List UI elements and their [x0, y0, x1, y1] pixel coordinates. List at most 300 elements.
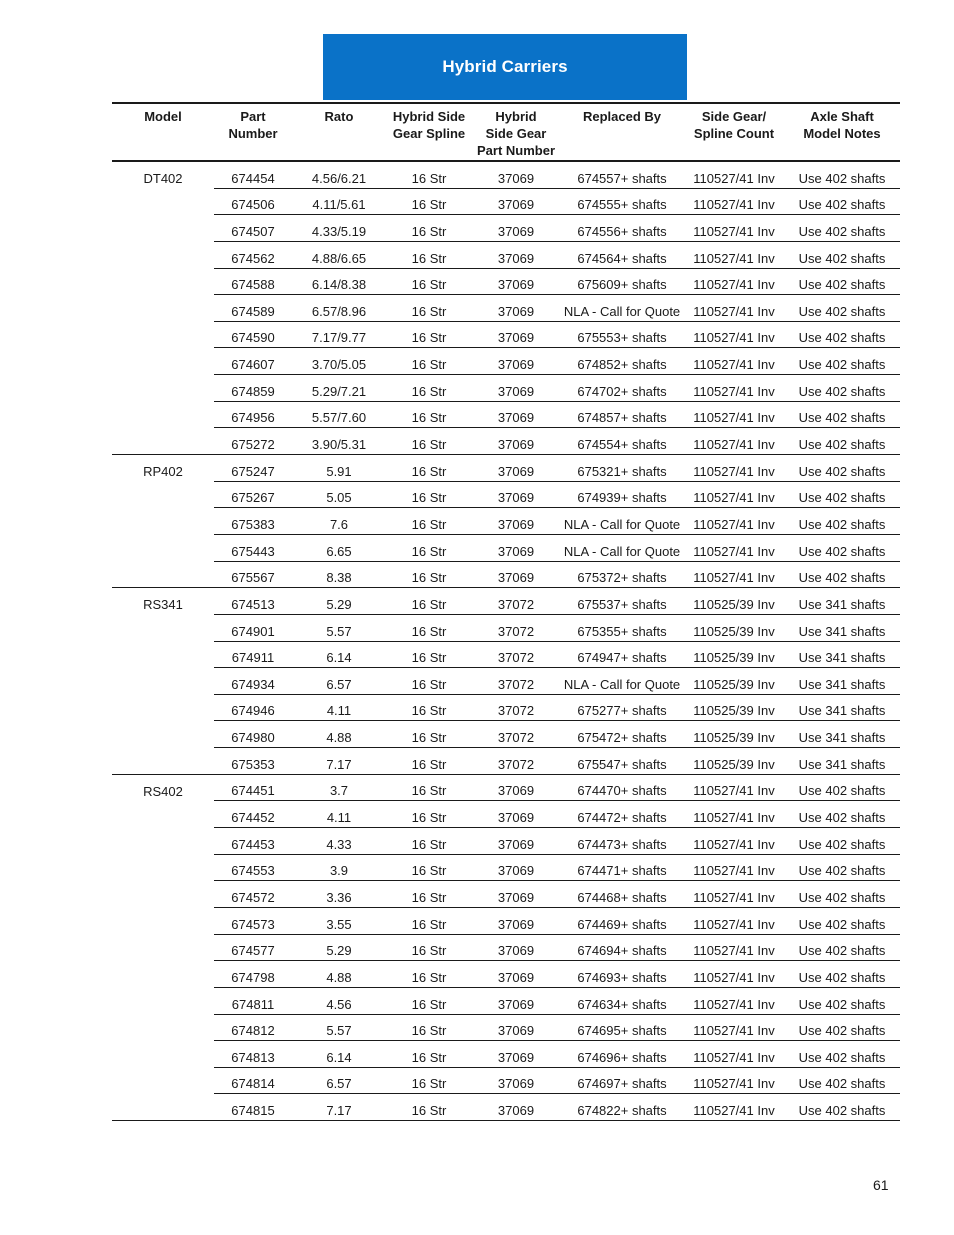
table-row — [112, 401, 900, 428]
table-row — [112, 215, 900, 242]
spline-cell: 16 Str — [386, 455, 472, 482]
notes-cell: Use 341 shafts — [784, 588, 900, 615]
table-row — [112, 801, 900, 828]
table-row — [112, 561, 900, 588]
column-header-side-gear-spline — [386, 103, 472, 161]
column-header-part-number — [214, 103, 292, 161]
notes-cell: Use 402 shafts — [784, 375, 900, 402]
ratio-cell: 7.6 — [292, 508, 386, 535]
model-cell — [112, 854, 214, 881]
side-gear-part-cell: 37069 — [472, 241, 560, 268]
model-cell — [112, 295, 214, 322]
table-row — [112, 1041, 900, 1068]
column-header-line: Rato — [324, 109, 354, 124]
spline-count-cell: 110527/41 Inv — [684, 1041, 784, 1068]
spline-count-cell: 110527/41 Inv — [684, 907, 784, 934]
model-cell — [112, 428, 214, 455]
column-header-line: Part Number — [476, 143, 556, 158]
replaced-by-cell: 674822+ shafts — [560, 1094, 684, 1121]
column-header-line: Number — [228, 126, 278, 141]
spline-cell: 16 Str — [386, 1094, 472, 1121]
side-gear-part-cell: 37069 — [472, 1067, 560, 1094]
table-row — [112, 534, 900, 561]
side-gear-part-cell: 37069 — [472, 987, 560, 1014]
table-row — [112, 748, 900, 775]
ratio-cell: 4.88/6.65 — [292, 241, 386, 268]
spline-cell: 16 Str — [386, 428, 472, 455]
side-gear-part-cell: 37069 — [472, 161, 560, 188]
spline-count-cell: 110527/41 Inv — [684, 774, 784, 801]
notes-cell: Use 341 shafts — [784, 694, 900, 721]
part-number-cell: 675247 — [214, 455, 292, 482]
replaced-by-cell: 674473+ shafts — [560, 828, 684, 855]
spline-cell: 16 Str — [386, 961, 472, 988]
column-header-line: Side Gear/ — [701, 109, 767, 124]
model-cell — [112, 268, 214, 295]
replaced-by-cell: 674696+ shafts — [560, 1041, 684, 1068]
spline-count-cell: 110525/39 Inv — [684, 748, 784, 775]
part-number-cell: 674577 — [214, 934, 292, 961]
replaced-by-cell: 674556+ shafts — [560, 215, 684, 242]
ratio-cell: 3.90/5.31 — [292, 428, 386, 455]
spline-cell: 16 Str — [386, 321, 472, 348]
spline-count-cell: 110527/41 Inv — [684, 934, 784, 961]
replaced-by-cell: 674694+ shafts — [560, 934, 684, 961]
ratio-cell: 5.57/7.60 — [292, 401, 386, 428]
part-number-cell: 674507 — [214, 215, 292, 242]
spline-count-cell: 110527/41 Inv — [684, 161, 784, 188]
spline-cell: 16 Str — [386, 668, 472, 695]
model-cell — [112, 748, 214, 775]
spline-cell: 16 Str — [386, 987, 472, 1014]
spline-cell: 16 Str — [386, 295, 472, 322]
side-gear-part-cell: 37072 — [472, 641, 560, 668]
spline-count-cell: 110527/41 Inv — [684, 1014, 784, 1041]
ratio-cell: 3.9 — [292, 854, 386, 881]
table-row — [112, 641, 900, 668]
model-cell — [112, 188, 214, 215]
part-number-cell: 674454 — [214, 161, 292, 188]
model-cell — [112, 721, 214, 748]
spline-count-cell: 110527/41 Inv — [684, 828, 784, 855]
spline-count-cell: 110527/41 Inv — [684, 241, 784, 268]
part-number-cell: 674453 — [214, 828, 292, 855]
ratio-cell: 3.7 — [292, 774, 386, 801]
spline-count-cell: 110527/41 Inv — [684, 481, 784, 508]
side-gear-part-cell: 37069 — [472, 188, 560, 215]
model-cell — [112, 614, 214, 641]
part-number-cell: 674451 — [214, 774, 292, 801]
column-header-model-notes — [784, 103, 900, 161]
table-row — [112, 1067, 900, 1094]
replaced-by-cell: 674469+ shafts — [560, 907, 684, 934]
spline-cell: 16 Str — [386, 508, 472, 535]
model-cell — [112, 561, 214, 588]
spline-count-cell: 110527/41 Inv — [684, 188, 784, 215]
table-row — [112, 455, 900, 482]
spline-cell: 16 Str — [386, 241, 472, 268]
table-row — [112, 295, 900, 322]
side-gear-part-cell: 37069 — [472, 854, 560, 881]
replaced-by-cell: 675321+ shafts — [560, 455, 684, 482]
ratio-cell: 7.17 — [292, 748, 386, 775]
ratio-cell: 3.36 — [292, 881, 386, 908]
replaced-by-cell: 675553+ shafts — [560, 321, 684, 348]
notes-cell: Use 402 shafts — [784, 1094, 900, 1121]
model-cell — [112, 1067, 214, 1094]
spline-count-cell: 110527/41 Inv — [684, 321, 784, 348]
spline-count-cell: 110525/39 Inv — [684, 641, 784, 668]
table-row — [112, 907, 900, 934]
replaced-by-cell: 674697+ shafts — [560, 1067, 684, 1094]
notes-cell: Use 402 shafts — [784, 534, 900, 561]
spline-cell: 16 Str — [386, 1067, 472, 1094]
ratio-cell: 5.57 — [292, 1014, 386, 1041]
column-header-line: Replaced By — [582, 109, 662, 124]
side-gear-part-cell: 37072 — [472, 748, 560, 775]
part-number-cell: 674588 — [214, 268, 292, 295]
replaced-by-cell: 675355+ shafts — [560, 614, 684, 641]
part-number-cell: 674911 — [214, 641, 292, 668]
column-header-ratio — [292, 103, 386, 161]
ratio-cell: 4.88 — [292, 961, 386, 988]
notes-cell: Use 402 shafts — [784, 321, 900, 348]
table-row — [112, 508, 900, 535]
model-cell — [112, 641, 214, 668]
column-header-line: Hybrid — [495, 109, 537, 124]
ratio-cell: 6.57 — [292, 1067, 386, 1094]
part-number-cell: 674956 — [214, 401, 292, 428]
spline-count-cell: 110527/41 Inv — [684, 215, 784, 242]
spline-cell: 16 Str — [386, 188, 472, 215]
side-gear-part-cell: 37069 — [472, 534, 560, 561]
model-cell — [112, 881, 214, 908]
part-number-cell: 674812 — [214, 1014, 292, 1041]
part-number-cell: 674572 — [214, 881, 292, 908]
side-gear-part-cell: 37069 — [472, 268, 560, 295]
spline-count-cell: 110525/39 Inv — [684, 588, 784, 615]
model-cell — [112, 907, 214, 934]
replaced-by-cell: 674564+ shafts — [560, 241, 684, 268]
column-header-line: Hybrid Side — [392, 109, 466, 124]
table-row — [112, 481, 900, 508]
part-number-cell: 675443 — [214, 534, 292, 561]
column-header-line: Part — [240, 109, 266, 124]
part-number-cell: 674513 — [214, 588, 292, 615]
model-cell — [112, 215, 214, 242]
table-row — [112, 934, 900, 961]
ratio-cell: 6.57 — [292, 668, 386, 695]
notes-cell: Use 402 shafts — [784, 774, 900, 801]
model-cell — [112, 241, 214, 268]
model-cell — [112, 481, 214, 508]
notes-cell: Use 402 shafts — [784, 348, 900, 375]
table-row — [112, 881, 900, 908]
table-row — [112, 1014, 900, 1041]
replaced-by-cell: 674939+ shafts — [560, 481, 684, 508]
spline-count-cell: 110527/41 Inv — [684, 1067, 784, 1094]
replaced-by-cell: NLA - Call for Quote — [560, 534, 684, 561]
spline-count-cell: 110527/41 Inv — [684, 348, 784, 375]
spline-cell: 16 Str — [386, 215, 472, 242]
notes-cell: Use 402 shafts — [784, 907, 900, 934]
spline-count-cell: 110527/41 Inv — [684, 987, 784, 1014]
notes-cell: Use 402 shafts — [784, 961, 900, 988]
side-gear-part-cell: 37069 — [472, 828, 560, 855]
column-header-spline-count — [684, 103, 784, 161]
part-number-cell: 675267 — [214, 481, 292, 508]
ratio-cell: 8.38 — [292, 561, 386, 588]
table-row — [112, 694, 900, 721]
notes-cell: Use 402 shafts — [784, 828, 900, 855]
spline-cell: 16 Str — [386, 748, 472, 775]
model-cell — [112, 934, 214, 961]
spline-count-cell: 110527/41 Inv — [684, 375, 784, 402]
replaced-by-cell: 674852+ shafts — [560, 348, 684, 375]
replaced-by-cell: NLA - Call for Quote — [560, 508, 684, 535]
spline-cell: 16 Str — [386, 774, 472, 801]
notes-cell: Use 402 shafts — [784, 241, 900, 268]
notes-cell: Use 402 shafts — [784, 934, 900, 961]
spline-cell: 16 Str — [386, 614, 472, 641]
notes-cell: Use 402 shafts — [784, 188, 900, 215]
spline-cell: 16 Str — [386, 881, 472, 908]
replaced-by-cell: 674857+ shafts — [560, 401, 684, 428]
notes-cell: Use 402 shafts — [784, 1014, 900, 1041]
part-number-cell: 674562 — [214, 241, 292, 268]
spline-cell: 16 Str — [386, 481, 472, 508]
side-gear-part-cell: 37072 — [472, 694, 560, 721]
ratio-cell: 6.57/8.96 — [292, 295, 386, 322]
model-cell: DT402 — [143, 171, 183, 187]
ratio-cell: 4.33/5.19 — [292, 215, 386, 242]
part-number-cell: 674506 — [214, 188, 292, 215]
side-gear-part-cell: 37069 — [472, 401, 560, 428]
replaced-by-cell: 674555+ shafts — [560, 188, 684, 215]
column-header-model — [112, 103, 214, 161]
part-number-cell: 675272 — [214, 428, 292, 455]
ratio-cell: 5.91 — [292, 455, 386, 482]
side-gear-part-cell: 37069 — [472, 321, 560, 348]
table-row — [112, 161, 900, 188]
spline-cell: 16 Str — [386, 934, 472, 961]
column-header-replaced-by — [560, 103, 684, 161]
model-cell — [112, 961, 214, 988]
model-cell — [112, 668, 214, 695]
notes-cell: Use 402 shafts — [784, 854, 900, 881]
part-number-cell: 674573 — [214, 907, 292, 934]
column-header-line: Model — [144, 109, 182, 124]
replaced-by-cell: 674472+ shafts — [560, 801, 684, 828]
notes-cell: Use 402 shafts — [784, 561, 900, 588]
column-header-line: Spline Count — [693, 126, 775, 141]
side-gear-part-cell: 37069 — [472, 215, 560, 242]
spline-count-cell: 110527/41 Inv — [684, 455, 784, 482]
spline-count-cell: 110525/39 Inv — [684, 721, 784, 748]
spline-cell: 16 Str — [386, 721, 472, 748]
replaced-by-cell: 675277+ shafts — [560, 694, 684, 721]
spline-count-cell: 110525/39 Inv — [684, 694, 784, 721]
spline-cell: 16 Str — [386, 561, 472, 588]
ratio-cell: 4.88 — [292, 721, 386, 748]
part-number-cell: 674980 — [214, 721, 292, 748]
spline-cell: 16 Str — [386, 828, 472, 855]
side-gear-part-cell: 37069 — [472, 455, 560, 482]
notes-cell: Use 402 shafts — [784, 481, 900, 508]
notes-cell: Use 402 shafts — [784, 987, 900, 1014]
side-gear-part-cell: 37069 — [472, 375, 560, 402]
spline-count-cell: 110527/41 Inv — [684, 801, 784, 828]
table-row — [112, 188, 900, 215]
spline-count-cell: 110527/41 Inv — [684, 534, 784, 561]
side-gear-part-cell: 37069 — [472, 801, 560, 828]
spline-cell: 16 Str — [386, 161, 472, 188]
spline-cell: 16 Str — [386, 907, 472, 934]
spline-count-cell: 110527/41 Inv — [684, 268, 784, 295]
notes-cell: Use 402 shafts — [784, 161, 900, 188]
spline-count-cell: 110527/41 Inv — [684, 1094, 784, 1121]
ratio-cell: 5.57 — [292, 614, 386, 641]
side-gear-part-cell: 37069 — [472, 348, 560, 375]
spline-cell: 16 Str — [386, 1041, 472, 1068]
replaced-by-cell: 674470+ shafts — [560, 774, 684, 801]
model-cell — [112, 321, 214, 348]
notes-cell: Use 402 shafts — [784, 881, 900, 908]
replaced-by-cell: 674634+ shafts — [560, 987, 684, 1014]
spline-cell: 16 Str — [386, 694, 472, 721]
side-gear-part-cell: 37069 — [472, 961, 560, 988]
replaced-by-cell: NLA - Call for Quote — [560, 295, 684, 322]
side-gear-part-cell: 37069 — [472, 428, 560, 455]
side-gear-part-cell: 37069 — [472, 907, 560, 934]
spline-count-cell: 110527/41 Inv — [684, 961, 784, 988]
ratio-cell: 6.14 — [292, 1041, 386, 1068]
model-cell — [112, 828, 214, 855]
ratio-cell: 6.14 — [292, 641, 386, 668]
ratio-cell: 4.56/6.21 — [292, 161, 386, 188]
side-gear-part-cell: 37069 — [472, 934, 560, 961]
ratio-cell: 4.33 — [292, 828, 386, 855]
ratio-cell: 4.11/5.61 — [292, 188, 386, 215]
side-gear-part-cell: 37069 — [472, 1041, 560, 1068]
model-cell: RS402 — [143, 783, 183, 799]
spline-cell: 16 Str — [386, 375, 472, 402]
replaced-by-cell: 674947+ shafts — [560, 641, 684, 668]
page-number: 61 — [873, 1177, 889, 1193]
table-row — [112, 668, 900, 695]
table-row — [112, 854, 900, 881]
part-number-cell: 674813 — [214, 1041, 292, 1068]
notes-cell: Use 402 shafts — [784, 801, 900, 828]
side-gear-part-cell: 37069 — [472, 881, 560, 908]
ratio-cell: 3.70/5.05 — [292, 348, 386, 375]
hybrid-carriers-table — [112, 102, 900, 1121]
section-title-banner — [323, 34, 687, 100]
side-gear-part-cell: 37072 — [472, 668, 560, 695]
spline-cell: 16 Str — [386, 854, 472, 881]
part-number-cell: 674815 — [214, 1094, 292, 1121]
spline-count-cell: 110527/41 Inv — [684, 295, 784, 322]
part-number-cell: 674607 — [214, 348, 292, 375]
notes-cell: Use 402 shafts — [784, 508, 900, 535]
side-gear-part-cell: 37069 — [472, 481, 560, 508]
table-row — [112, 375, 900, 402]
part-number-cell: 674798 — [214, 961, 292, 988]
ratio-cell: 3.55 — [292, 907, 386, 934]
table-row — [112, 428, 900, 455]
column-header-side-gear-part-number — [472, 103, 560, 161]
replaced-by-cell: NLA - Call for Quote — [560, 668, 684, 695]
spline-count-cell: 110525/39 Inv — [684, 668, 784, 695]
model-cell — [112, 694, 214, 721]
table-row — [112, 348, 900, 375]
table-body — [112, 161, 900, 1121]
spline-cell: 16 Str — [386, 641, 472, 668]
notes-cell: Use 402 shafts — [784, 295, 900, 322]
part-number-cell: 674452 — [214, 801, 292, 828]
part-number-cell: 674811 — [214, 987, 292, 1014]
ratio-cell: 7.17/9.77 — [292, 321, 386, 348]
replaced-by-cell: 675472+ shafts — [560, 721, 684, 748]
replaced-by-cell: 674468+ shafts — [560, 881, 684, 908]
ratio-cell: 5.05 — [292, 481, 386, 508]
column-header-line: Model Notes — [803, 126, 881, 141]
ratio-cell: 7.17 — [292, 1094, 386, 1121]
side-gear-part-cell: 37069 — [472, 1014, 560, 1041]
spline-count-cell: 110527/41 Inv — [684, 881, 784, 908]
ratio-cell: 5.29 — [292, 934, 386, 961]
table-row — [112, 241, 900, 268]
table-row — [112, 588, 900, 615]
part-number-cell: 674814 — [214, 1067, 292, 1094]
table-row — [112, 614, 900, 641]
table-header — [112, 103, 900, 161]
replaced-by-cell: 675537+ shafts — [560, 588, 684, 615]
model-cell — [112, 1094, 214, 1121]
table-row — [112, 1094, 900, 1121]
spline-cell: 16 Str — [386, 588, 472, 615]
model-cell: RP402 — [143, 464, 183, 480]
ratio-cell: 6.65 — [292, 534, 386, 561]
notes-cell: Use 341 shafts — [784, 614, 900, 641]
part-number-cell: 675383 — [214, 508, 292, 535]
table-row — [112, 774, 900, 801]
model-cell — [112, 348, 214, 375]
part-number-cell: 675567 — [214, 561, 292, 588]
model-cell — [112, 375, 214, 402]
ratio-cell: 6.14/8.38 — [292, 268, 386, 295]
part-number-cell: 674934 — [214, 668, 292, 695]
replaced-by-cell: 675372+ shafts — [560, 561, 684, 588]
table-row — [112, 721, 900, 748]
ratio-cell: 5.29 — [292, 588, 386, 615]
notes-cell: Use 402 shafts — [784, 455, 900, 482]
table-row — [112, 987, 900, 1014]
ratio-cell: 5.29/7.21 — [292, 375, 386, 402]
model-cell — [112, 401, 214, 428]
notes-cell: Use 341 shafts — [784, 641, 900, 668]
spline-cell: 16 Str — [386, 1014, 472, 1041]
notes-cell: Use 402 shafts — [784, 1067, 900, 1094]
notes-cell: Use 402 shafts — [784, 428, 900, 455]
replaced-by-cell: 674554+ shafts — [560, 428, 684, 455]
ratio-cell: 4.56 — [292, 987, 386, 1014]
spline-cell: 16 Str — [386, 401, 472, 428]
model-cell: RS341 — [143, 597, 183, 613]
ratio-cell: 4.11 — [292, 694, 386, 721]
replaced-by-cell: 674471+ shafts — [560, 854, 684, 881]
side-gear-part-cell: 37069 — [472, 561, 560, 588]
